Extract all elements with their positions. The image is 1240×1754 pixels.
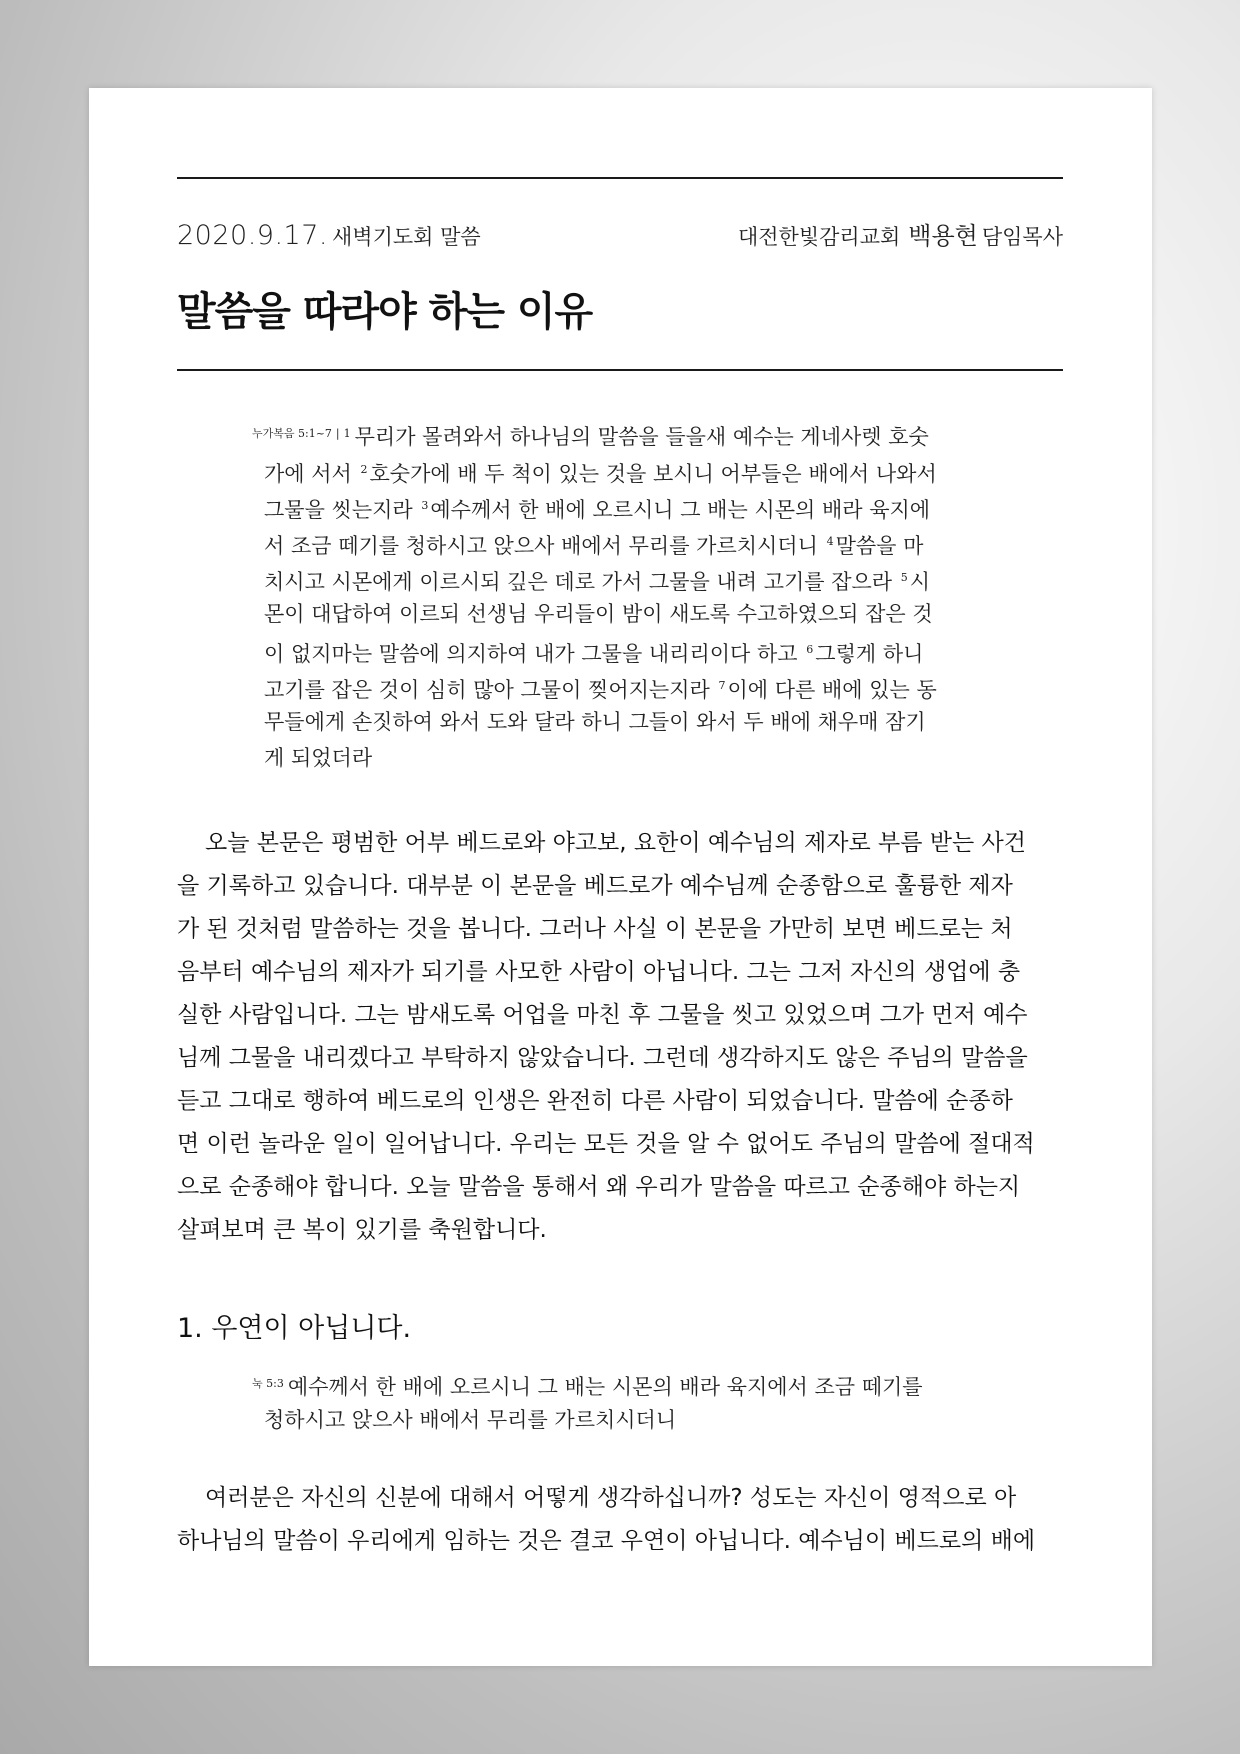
section-scripture xyxy=(252,1366,982,1438)
ref-divider: | xyxy=(335,427,340,440)
scripture-text: 말씀을 마 xyxy=(835,534,924,558)
scripture-text: 호숫가에 배 두 척이 있는 것을 보시니 어부들은 배에서 나와서 xyxy=(369,462,937,486)
scripture-passage xyxy=(252,416,982,776)
scripture-text: 서 조금 떼기를 청하시고 앉으사 배에서 무리를 가르치시더니 xyxy=(264,534,818,558)
scripture-text: 시 xyxy=(909,570,931,594)
scripture-line xyxy=(252,740,982,776)
top-rule xyxy=(177,177,1063,179)
church-pastor xyxy=(738,216,1063,251)
section-paragraph xyxy=(177,1477,1063,1563)
paragraph-line: 듣고 그대로 행하여 베드로의 인생은 완전히 다른 사람이 되었습니다. 말씀에 순종하 xyxy=(177,1088,1013,1114)
verse-number: 2 xyxy=(360,463,368,476)
paragraph-line: 음부터 예수님의 제자가 되기를 사모한 사람이 아닙니다. 그는 그저 자신의 생업에 충 xyxy=(177,959,1021,985)
paragraph-line: 가 된 것처럼 말씀하는 것을 봅니다. 그러나 사실 이 본문을 가만히 보면 베드로는 처 xyxy=(177,916,1013,942)
scripture-line xyxy=(252,524,982,560)
scripture-line xyxy=(252,632,982,668)
scripture-text: 무리가 몰려와서 하나님의 말씀을 들을새 예수는 게네사렛 호숫 xyxy=(354,425,929,449)
section-heading: 1. 우연이 아닙니다. xyxy=(177,1313,412,1344)
title-rule xyxy=(177,369,1063,371)
scripture-text: 무들에게 손짓하여 와서 도와 달라 하니 그들이 와서 두 배에 채우매 잠기 xyxy=(264,710,926,734)
scripture-line xyxy=(252,1366,982,1402)
scripture-line xyxy=(252,704,982,740)
paragraph-line: 살펴보며 큰 복이 있기를 축원합니다. xyxy=(177,1217,547,1243)
verse-number: 7 xyxy=(718,679,726,692)
scripture-text: 예수께서 한 배에 오르시니 그 배는 시몬의 배라 육지에 xyxy=(430,498,931,522)
scripture-line xyxy=(252,452,982,488)
service-name: 새벽기도회 말씀 xyxy=(332,225,481,249)
scripture-ref: 누가복음 5:1~7 xyxy=(252,427,332,440)
scripture-line xyxy=(252,416,982,452)
scripture-line xyxy=(252,1402,982,1438)
paragraph-line: 하나님의 말씀이 우리에게 임하는 것은 결코 우연이 아닙니다. 예수님이 베드로의 배에 xyxy=(177,1528,1036,1554)
scripture-text: 예수께서 한 배에 오르시니 그 배는 시몬의 배라 육지에서 조금 떼기를 xyxy=(287,1375,923,1399)
pastor-title: 담임목사 xyxy=(981,225,1063,249)
verse-number: 5 xyxy=(900,571,908,584)
scripture-ref: 눅 5:3 xyxy=(252,1377,284,1390)
scripture-line xyxy=(252,596,982,632)
paragraph-line: 으로 순종해야 합니다. 오늘 말씀을 통해서 왜 우리가 말씀을 따르고 순종해야 하는지 xyxy=(177,1174,1021,1200)
scripture-text: 고기를 잡은 것이 심히 많아 그물이 찢어지는지라 xyxy=(264,678,710,702)
scripture-text: 그렇게 하니 xyxy=(815,642,924,666)
scripture-text: 몬이 대답하여 이르되 선생님 우리들이 밤이 새도록 수고하였으되 잡은 것 xyxy=(264,602,933,626)
date-service xyxy=(177,220,481,251)
paragraph-line: 오늘 본문은 평범한 어부 베드로와 야고보, 요한이 예수님의 제자로 부름 받는 사건 xyxy=(205,830,1026,856)
header-line xyxy=(177,216,1063,256)
paragraph-line: 실한 사람입니다. 그는 밤새도록 어업을 마친 후 그물을 씻고 있었으며 그가 먼저 예수 xyxy=(177,1002,1028,1028)
verse-number: 6 xyxy=(806,643,814,656)
scripture-text: 게 되었더라 xyxy=(264,746,373,770)
verse-number: 3 xyxy=(421,499,429,512)
scripture-line xyxy=(252,488,982,524)
sermon-title: 말씀을 따라야 하는 이유 xyxy=(177,289,593,335)
church-name: 대전한빛감리교회 xyxy=(737,225,901,249)
scripture-line xyxy=(252,668,982,704)
paragraph-line: 님께 그물을 내리겠다고 부탁하지 않았습니다. 그런데 생각하지도 않은 주님의 말씀을 xyxy=(177,1045,1028,1071)
scripture-text: 가에 서서 xyxy=(264,462,352,486)
pastor-name: 백용현 xyxy=(908,222,978,250)
scripture-text: 이에 다른 배에 있는 동 xyxy=(727,678,937,702)
verse-number: 4 xyxy=(826,535,834,548)
sermon-date: 2020.9.17. xyxy=(177,220,328,251)
scripture-text: 이 없지마는 말씀에 의지하여 내가 그물을 내리리이다 하고 xyxy=(264,642,798,666)
scripture-line xyxy=(252,560,982,596)
scripture-text: 청하시고 앉으사 배에서 무리를 가르치시더니 xyxy=(264,1408,677,1432)
paragraph-line: 여러분은 자신의 신분에 대해서 어떻게 생각하십니까? 성도는 자신이 영적으로 아 xyxy=(205,1485,1017,1511)
intro-paragraph xyxy=(177,822,1063,1252)
paragraph-line: 면 이런 놀라운 일이 일어납니다. 우리는 모든 것을 알 수 없어도 주님의 말씀에 절대적 xyxy=(177,1131,1035,1157)
scripture-text: 그물을 씻는지라 xyxy=(264,498,413,522)
document-page xyxy=(89,88,1152,1666)
paragraph-line: 을 기록하고 있습니다. 대부분 이 본문을 베드로가 예수님께 순종함으로 훌륭한 제자 xyxy=(177,873,1013,899)
verse-number: 1 xyxy=(343,427,351,440)
scripture-text: 치시고 시몬에게 이르시되 깊은 데로 가서 그물을 내려 고기를 잡으라 xyxy=(264,570,893,594)
